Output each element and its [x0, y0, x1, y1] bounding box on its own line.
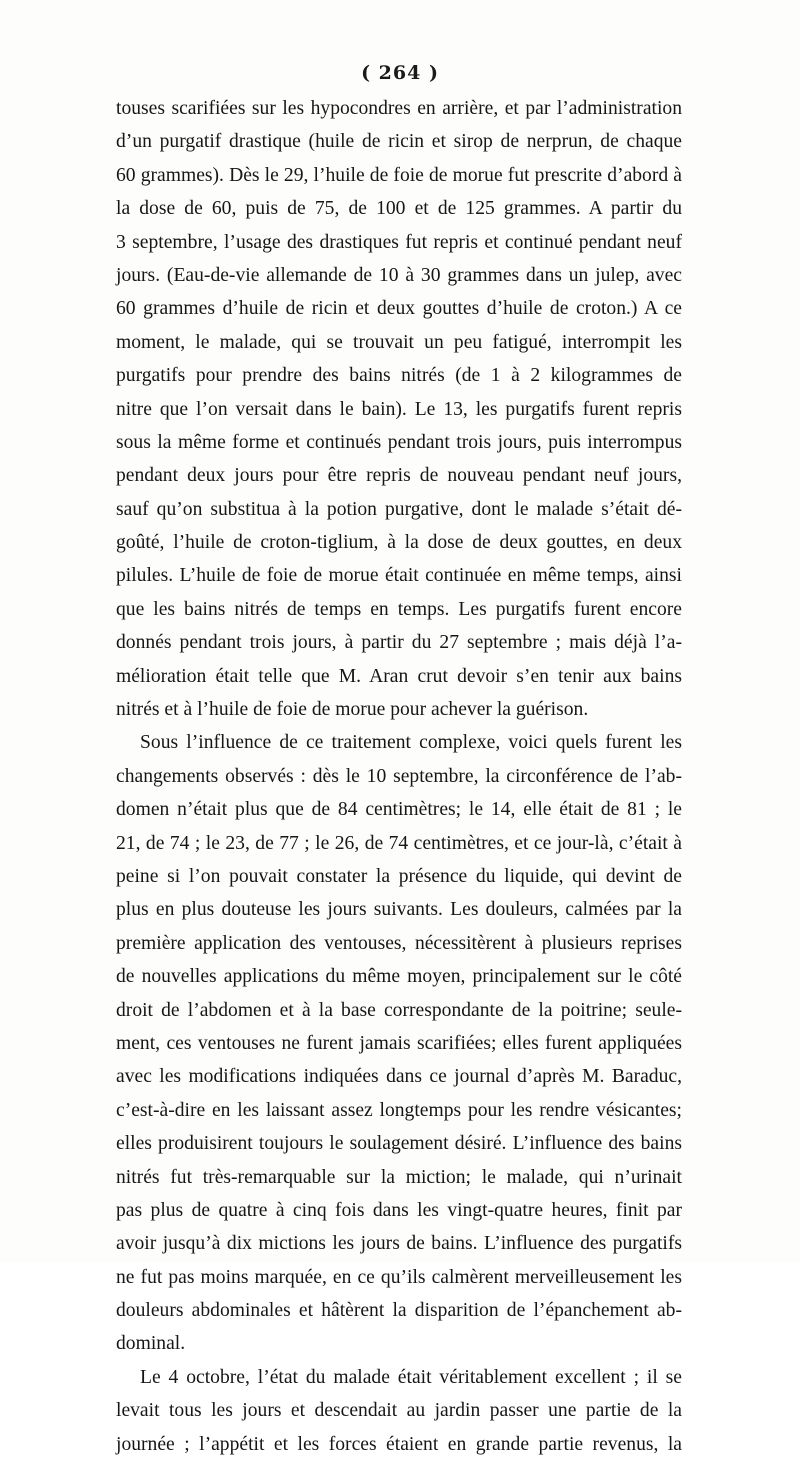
- text-line: sauf qu’on substitua à la potion purgative, dont le malade s’était dé-: [116, 498, 682, 520]
- paragraph: [116, 1361, 682, 1461]
- text-line: la dose de 60, puis de 75, de 100 et de 125 grammes. A partir du: [116, 198, 682, 220]
- text-line: goûté, l’huile de croton-tiglium, à la dose de deux gouttes, en deux: [116, 532, 682, 554]
- text-line: jours. (Eau-de-vie allemande de 10 à 30 grammes dans un julep, avec: [116, 264, 682, 286]
- text-line: 60 grammes). Dès le 29, l’huile de foie de morue fut prescrite d’abord à: [116, 164, 682, 186]
- text-line: domen n’était plus que de 84 centimètres; le 14, elle était de 81 ; le: [116, 799, 682, 821]
- body-text: [116, 92, 682, 1461]
- text-line: nitrés fut très-remarquable sur la miction; le malade, qui n’urinait: [116, 1166, 682, 1188]
- text-line: c’est-à-dire en les laissant assez longtemps pour les rendre vésicantes;: [116, 1099, 682, 1121]
- text-line: que les bains nitrés de temps en temps. Les purgatifs furent encore: [116, 598, 682, 620]
- text-line: d’un purgatif drastique (huile de ricin et sirop de nerprun, de chaque: [116, 131, 682, 153]
- text-line: levait tous les jours et descendait au jardin passer une partie de la: [116, 1400, 682, 1422]
- paragraph: [116, 92, 682, 726]
- text-line: première application des ventouses, nécessitèrent à plusieurs reprises: [116, 932, 682, 954]
- text-line: touses scarifiées sur les hypocondres en arrière, et par l’administration: [116, 98, 682, 119]
- text-line: douleurs abdominales et hâtèrent la disparition de l’épanchement ab-: [116, 1300, 682, 1322]
- text-line: droit de l’abdomen et à la base correspondante de la poitrine; seule-: [116, 999, 682, 1021]
- text-line: plus en plus douteuse les jours suivants. Les douleurs, calmées par la: [116, 899, 682, 921]
- text-line: avoir jusqu’à dix mictions les jours de bains. L’influence des purgatifs: [116, 1233, 682, 1255]
- page-number: ( 264 ): [361, 62, 439, 84]
- text-line: changements observés : dès le 10 septembre, la circonférence de l’ab-: [116, 765, 682, 787]
- text-line: 60 grammes d’huile de ricin et deux gouttes d’huile de croton.) A ce: [116, 298, 682, 320]
- text-line: journée ; l’appétit et les forces étaient en grande partie revenus, la: [116, 1433, 682, 1455]
- text-line: Le 4 octobre, l’état du malade était véritablement excellent ; il se: [140, 1366, 682, 1388]
- text-line: nitrés et à l’huile de foie de morue pour achever la guérison.: [116, 699, 589, 721]
- text-line: pendant deux jours pour être repris de nouveau pendant neuf jours,: [116, 465, 682, 487]
- text-line: 3 septembre, l’usage des drastiques fut repris et continué pendant neuf: [116, 231, 682, 253]
- text-line: sous la même forme et continués pendant trois jours, puis interrompus: [116, 431, 682, 453]
- text-line: avec les modifications indiquées dans ce journal d’après M. Baraduc,: [116, 1066, 682, 1088]
- paragraph: [116, 726, 682, 1360]
- text-line: ment, ces ventouses ne furent jamais scarifiées; elles furent appliquées: [116, 1032, 682, 1054]
- text-line: nitre que l’on versait dans le bain). Le 13, les purgatifs furent repris: [116, 398, 682, 420]
- text-line: pas plus de quatre à cinq fois dans les vingt-quatre heures, finit par: [116, 1199, 682, 1221]
- text-line: de nouvelles applications du même moyen, principalement sur le côté: [116, 966, 682, 988]
- text-line: 21, de 74 ; le 23, de 77 ; le 26, de 74 centimètres, et ce jour-là, c’était à: [116, 832, 682, 854]
- text-line: peine si l’on pouvait constater la présence du liquide, qui devint de: [116, 865, 682, 887]
- text-line: ne fut pas moins marquée, en ce qu’ils calmèrent merveilleusement les: [116, 1266, 682, 1288]
- text-line: dominal.: [116, 1333, 186, 1355]
- text-line: moment, le malade, qui se trouvait un peu fatigué, interrompit les: [116, 331, 682, 353]
- text-line: Sous l’influence de ce traitement complexe, voici quels furent les: [140, 732, 682, 754]
- text-line: donnés pendant trois jours, à partir du 27 septembre ; mais déjà l’a-: [116, 632, 682, 654]
- text-line: elles produisirent toujours le soulagement désiré. L’influence des bains: [116, 1133, 682, 1155]
- text-line: pilules. L’huile de foie de morue était continuée en même temps, ainsi: [116, 565, 682, 587]
- text-line: mélioration était telle que M. Aran crut devoir s’en tenir aux bains: [116, 665, 682, 687]
- text-line: purgatifs pour prendre des bains nitrés (de 1 à 2 kilogrammes de: [116, 365, 682, 387]
